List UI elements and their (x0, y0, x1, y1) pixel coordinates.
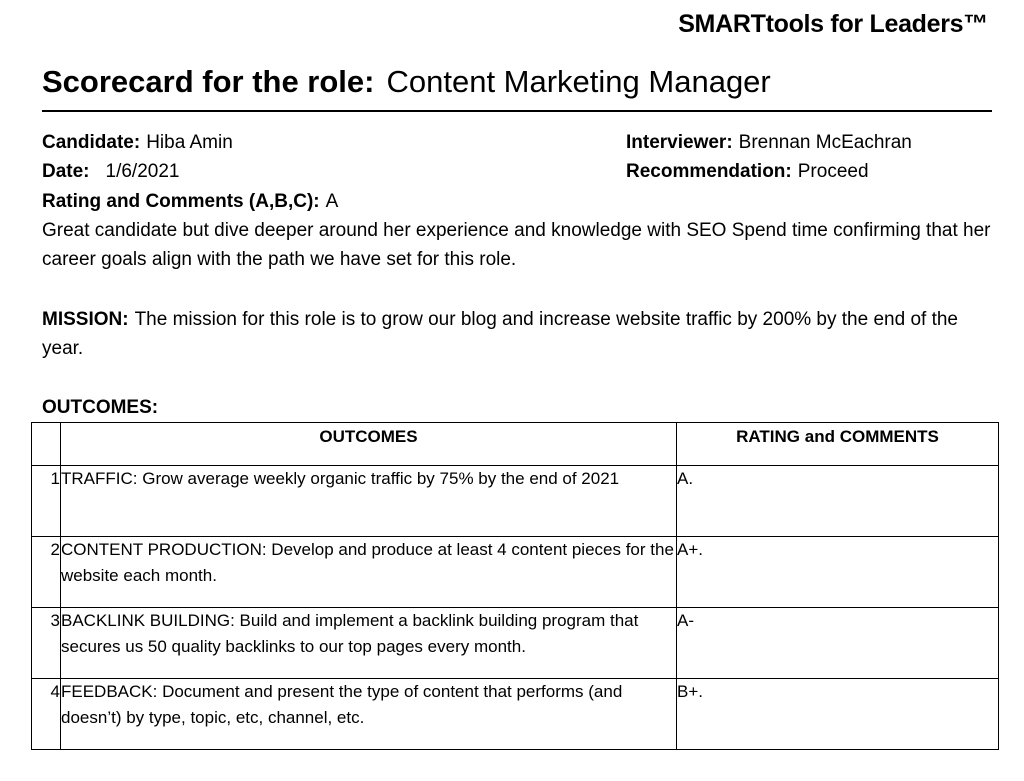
table-row (32, 608, 999, 679)
row-number: 1 (32, 466, 61, 537)
candidate-field (42, 132, 233, 154)
date-field (42, 161, 179, 183)
column-header-number (32, 423, 61, 466)
recommendation-label: Recommendation: (626, 161, 792, 182)
interviewer-label: Interviewer: (626, 132, 733, 153)
recommendation-value: Proceed (797, 161, 869, 182)
outcome-rating: A- (677, 608, 999, 679)
outcome-text: BACKLINK BUILDING: Build and implement a backlink building program that secures us 50 quality backlinks to our top pages every month. (61, 608, 677, 679)
overall-rating-label: Rating and Comments (A,B,C): (42, 191, 320, 212)
role-name: Content Marketing Manager (386, 64, 771, 99)
table-row (32, 679, 999, 750)
title-divider (42, 110, 992, 112)
row-number: 4 (32, 679, 61, 750)
outcome-text: CONTENT PRODUCTION: Develop and produce at least 4 content pieces for the website each month. (61, 537, 677, 608)
outcome-rating: B+. (677, 679, 999, 750)
candidate-label: Candidate: (42, 132, 141, 153)
outcomes-heading: OUTCOMES: (42, 397, 159, 418)
page-title (42, 64, 771, 100)
table-row (32, 466, 999, 537)
recommendation-field (626, 161, 869, 183)
outcomes-table (31, 422, 999, 750)
comments-text: Great candidate but dive deeper around her experience and knowledge with SEO Spend time confirming that her career goals align with the path we have set for this role. (42, 220, 991, 270)
overall-rating-field (42, 191, 338, 213)
date-value: 1/6/2021 (105, 161, 180, 182)
column-header-rating: RATING and COMMENTS (677, 423, 999, 466)
candidate-value: Hiba Amin (146, 132, 233, 153)
mission-text: The mission for this role is to grow our blog and increase website traffic by 200% by the end of the year. (42, 309, 958, 359)
outcome-rating: A. (677, 466, 999, 537)
title-label: Scorecard for the role: (42, 64, 375, 99)
mission-label: MISSION: (42, 309, 129, 330)
row-number: 2 (32, 537, 61, 608)
column-header-outcomes: OUTCOMES (61, 423, 677, 466)
interviewer-field (626, 132, 912, 154)
outcome-text: TRAFFIC: Grow average weekly organic traffic by 75% by the end of 2021 (61, 466, 677, 537)
overall-rating-value: A (325, 191, 339, 212)
table-row (32, 537, 999, 608)
table-header-row (32, 423, 999, 466)
mission-paragraph (42, 305, 1002, 363)
date-label: Date: (42, 161, 90, 182)
brand-title: SMARTtools for Leaders™ (678, 10, 988, 38)
outcome-text: FEEDBACK: Document and present the type of content that performs (and doesn’t) by type, topic, etc, channel, etc. (61, 679, 677, 750)
outcome-rating: A+. (677, 537, 999, 608)
row-number: 3 (32, 608, 61, 679)
interviewer-value: Brennan McEachran (738, 132, 912, 153)
